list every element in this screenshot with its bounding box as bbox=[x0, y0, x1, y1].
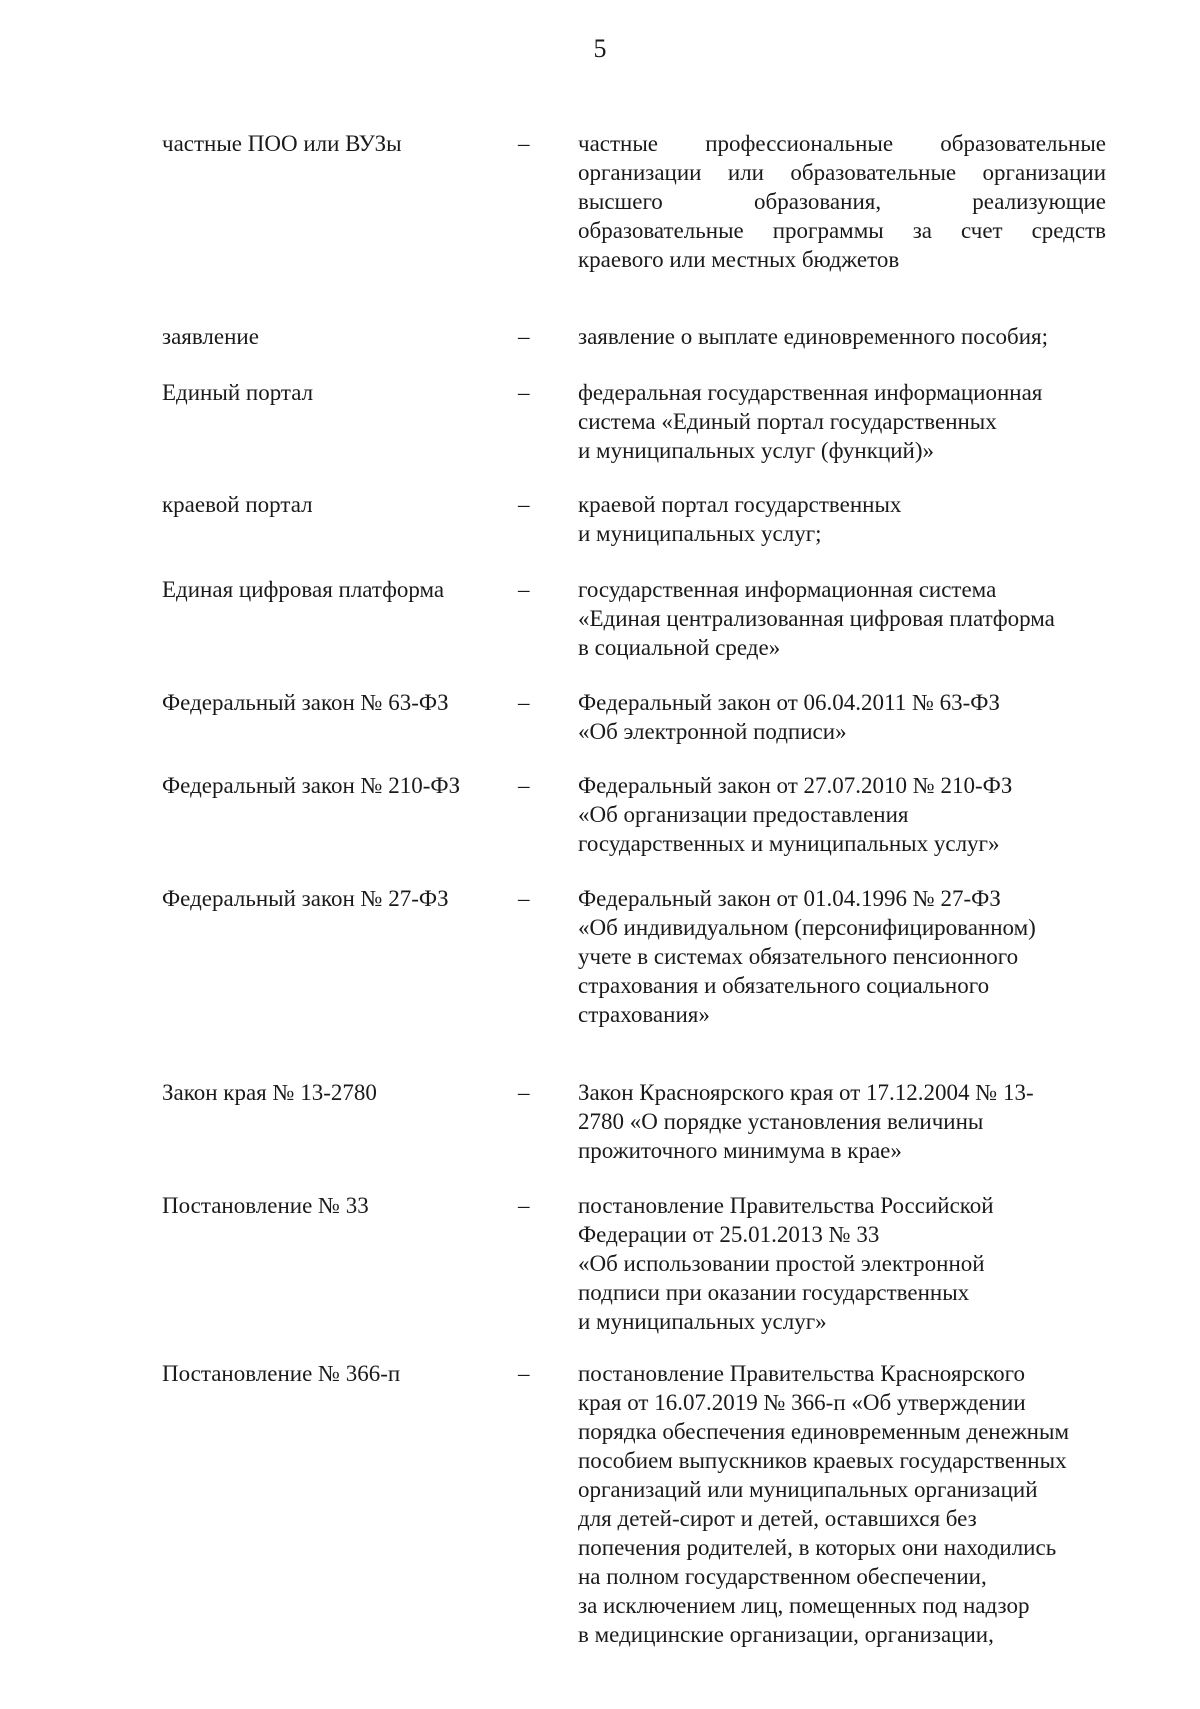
definition-line: 2780 «О порядке установления величины bbox=[578, 1109, 984, 1134]
definition-line: постановление Правительства Красноярского bbox=[578, 1361, 1026, 1386]
definition-line: Федерации от 25.01.2013 № 33 bbox=[578, 1222, 880, 1247]
definition-entry bbox=[0, 129, 1200, 272]
definition-text bbox=[578, 322, 1106, 351]
definition-dash: – bbox=[518, 886, 530, 911]
definition-term: краевой портал bbox=[162, 492, 313, 517]
definition-entry bbox=[0, 1078, 1200, 1163]
definition-line: государственных и муниципальных услуг» bbox=[578, 831, 1000, 856]
definition-term: Федеральный закон № 27-ФЗ bbox=[162, 886, 449, 911]
definition-term: Постановление № 366-п bbox=[162, 1361, 401, 1386]
definition-line: за исключением лиц, помещенных под надзор bbox=[578, 1593, 1030, 1618]
definition-dash: – bbox=[518, 577, 530, 602]
definition-line: на полном государственном обеспечении, bbox=[578, 1564, 987, 1589]
definition-line: в медицинские организации, организации, bbox=[578, 1622, 994, 1647]
definition-line: прожиточного минимума в крае» bbox=[578, 1138, 902, 1163]
definition-line: страхования» bbox=[578, 1002, 710, 1027]
definition-text bbox=[578, 771, 1106, 858]
definition-text bbox=[578, 1078, 1106, 1165]
definition-line: для детей-сирот и детей, оставшихся без bbox=[578, 1506, 977, 1531]
definition-dash: – bbox=[518, 324, 530, 349]
definition-line: образовательные программы за счет средств bbox=[578, 218, 1106, 243]
definition-entry bbox=[0, 490, 1200, 546]
definition-term: Единый портал bbox=[162, 380, 314, 405]
definition-line: «Об использовании простой электронной bbox=[578, 1251, 985, 1276]
definition-dash: – bbox=[518, 131, 530, 156]
definition-entry bbox=[0, 322, 1200, 349]
definition-line: Федеральный закон от 06.04.2011 № 63-ФЗ bbox=[578, 690, 1000, 715]
definition-term: заявление bbox=[162, 324, 259, 349]
definition-entry bbox=[0, 688, 1200, 744]
definition-dash: – bbox=[518, 1361, 530, 1386]
definition-line: заявление о выплате единовременного пособия; bbox=[578, 324, 1049, 349]
definition-text bbox=[578, 1191, 1106, 1336]
definition-entry bbox=[0, 1359, 1200, 1647]
definition-dash: – bbox=[518, 1193, 530, 1218]
definition-line: система «Единый портал государственных bbox=[578, 409, 997, 434]
definition-term: Единая цифровая платформа bbox=[162, 577, 445, 602]
definition-entry bbox=[0, 884, 1200, 1027]
definition-dash: – bbox=[518, 773, 530, 798]
definition-line: высшего образования, реализующие bbox=[578, 189, 1106, 214]
definition-line: в социальной среде» bbox=[578, 635, 781, 660]
definition-line: постановление Правительства Российской bbox=[578, 1193, 994, 1218]
definition-line: и муниципальных услуг» bbox=[578, 1309, 827, 1334]
definition-line: «Об организации предоставления bbox=[578, 802, 909, 827]
definition-line: и муниципальных услуг; bbox=[578, 521, 822, 546]
definition-line: краевого или местных бюджетов bbox=[578, 247, 900, 272]
definition-text bbox=[578, 884, 1106, 1029]
definition-entry bbox=[0, 1191, 1200, 1334]
definition-line: попечения родителей, в которых они находились bbox=[578, 1535, 1057, 1560]
definition-text bbox=[578, 688, 1106, 746]
definition-line: края от 16.07.2019 № 366-п «Об утверждении bbox=[578, 1390, 1026, 1415]
page-number: 5 bbox=[593, 34, 607, 63]
definition-entry bbox=[0, 771, 1200, 856]
definition-line: страхования и обязательного социального bbox=[578, 973, 990, 998]
definition-line: «Об электронной подписи» bbox=[578, 719, 847, 744]
definition-line: организации или образовательные организации bbox=[578, 160, 1106, 185]
definition-line: федеральная государственная информационная bbox=[578, 380, 1043, 405]
definition-term: Федеральный закон № 210-ФЗ bbox=[162, 773, 461, 798]
definition-line: пособием выпускников краевых государственных bbox=[578, 1448, 1067, 1473]
definition-term: частные ПОО или ВУЗы bbox=[162, 131, 402, 156]
definition-line: «Единая централизованная цифровая платформа bbox=[578, 606, 1055, 631]
definition-line: подписи при оказании государственных bbox=[578, 1280, 970, 1305]
definition-term: Постановление № 33 bbox=[162, 1193, 369, 1218]
definition-text bbox=[578, 490, 1106, 548]
definition-text bbox=[578, 129, 1106, 274]
definition-line: учете в системах обязательного пенсионного bbox=[578, 944, 1019, 969]
definition-line: и муниципальных услуг (функций)» bbox=[578, 438, 934, 463]
definition-text bbox=[578, 378, 1106, 465]
definition-text bbox=[578, 1359, 1106, 1649]
definition-entry bbox=[0, 575, 1200, 660]
definition-term: Федеральный закон № 63-ФЗ bbox=[162, 690, 449, 715]
definition-line: «Об индивидуальном (персонифицированном) bbox=[578, 915, 1036, 940]
definition-line: Закон Красноярского края от 17.12.2004 № 13- bbox=[578, 1080, 1034, 1105]
definition-dash: – bbox=[518, 492, 530, 517]
definition-line: государственная информационная система bbox=[578, 577, 997, 602]
definition-line: частные профессиональные образовательные bbox=[578, 131, 1106, 156]
definition-dash: – bbox=[518, 690, 530, 715]
definition-entry bbox=[0, 378, 1200, 463]
definition-dash: – bbox=[518, 380, 530, 405]
definition-line: Федеральный закон от 27.07.2010 № 210-ФЗ bbox=[578, 773, 1013, 798]
definition-line: организаций или муниципальных организаций bbox=[578, 1477, 1038, 1502]
definition-line: Федеральный закон от 01.04.1996 № 27-ФЗ bbox=[578, 886, 1001, 911]
definition-line: краевой портал государственных bbox=[578, 492, 902, 517]
definition-term: Закон края № 13-2780 bbox=[162, 1080, 377, 1105]
definition-text bbox=[578, 575, 1106, 662]
definition-dash: – bbox=[518, 1080, 530, 1105]
definition-line: порядка обеспечения единовременным денежным bbox=[578, 1419, 1069, 1444]
